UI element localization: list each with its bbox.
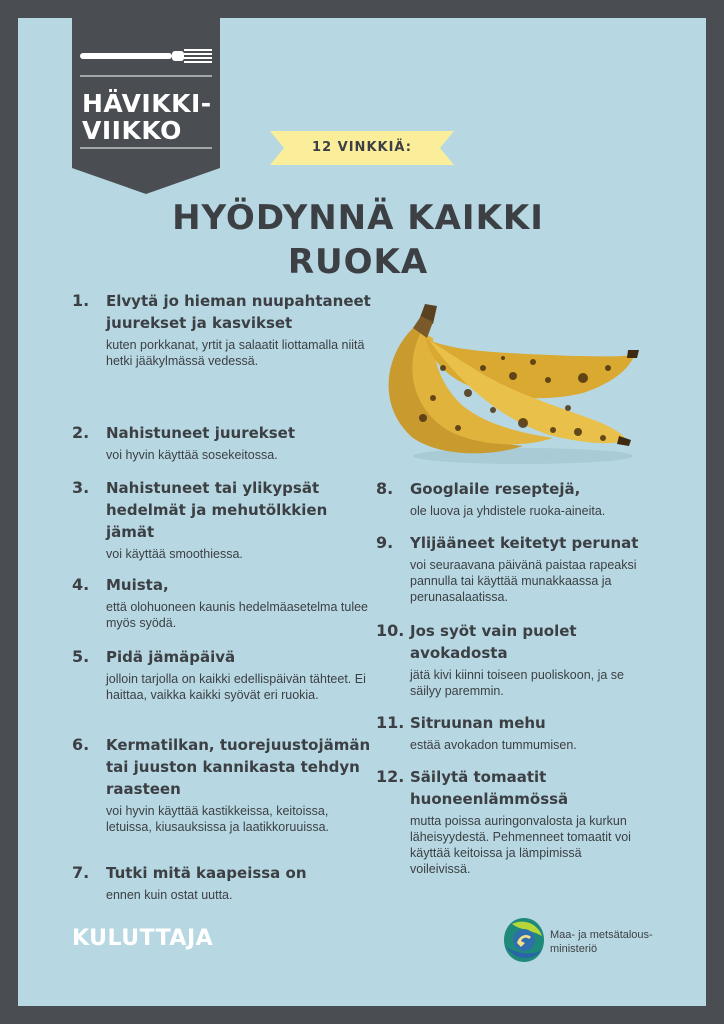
- tip-11: [376, 712, 648, 753]
- tip-title: Jos syöt vain puolet avokadosta: [410, 622, 577, 662]
- tip-2: [72, 422, 372, 463]
- tip-12: [376, 766, 636, 877]
- tip-5: [72, 646, 372, 703]
- tip-number: 4.: [72, 575, 90, 594]
- tip-description: kuten porkkanat, yrtit ja salaatit liottamalla niitä hetki jääkylmässä vedessä.: [106, 338, 365, 368]
- tip-description: mutta poissa auringonvalosta ja kurkun läheisyydestä. Pehmenneet tomaatit voi käyttää keitoissa ja lämpimissä voileivissä.: [410, 814, 631, 876]
- fork-icon: [80, 46, 212, 66]
- tip-number: 12.: [376, 767, 405, 786]
- tip-description: ole luova ja yhdistele ruoka-aineita.: [410, 504, 606, 518]
- page-headline: [118, 196, 598, 284]
- tip-3: [72, 477, 332, 562]
- tip-number: 1.: [72, 291, 90, 310]
- tip-title: Nahistuneet juurekset: [106, 424, 296, 442]
- tip-number: 6.: [72, 735, 90, 754]
- havikkiviikko-badge: [72, 18, 220, 194]
- tip-description: ennen kuin ostat uutta.: [106, 888, 233, 902]
- tips-count-ribbon: [270, 131, 454, 165]
- tip-1: [72, 290, 372, 369]
- tip-title: Ylijääneet keitetyt perunat: [410, 534, 639, 552]
- tip-7: [72, 862, 372, 903]
- tip-number: 7.: [72, 863, 90, 882]
- tip-title: Säilytä tomaatit huoneenlämmössä: [410, 768, 569, 808]
- tip-number: 11.: [376, 713, 405, 732]
- tip-number: 3.: [72, 478, 90, 497]
- tip-6: [72, 734, 372, 835]
- tip-8: [376, 478, 676, 519]
- badge-title: HÄVIKKI- VIIKKO: [82, 89, 212, 145]
- tip-title: Kermatilkan, tuorejuustojämän tai juuston kannikasta tehdyn raasteen: [106, 736, 371, 798]
- poster: [18, 18, 706, 1006]
- ministry-lion-logo-icon: [502, 916, 546, 964]
- tip-number: 10.: [376, 621, 405, 640]
- tip-number: 5.: [72, 647, 90, 666]
- tip-description: voi hyvin käyttää sosekeitossa.: [106, 448, 278, 462]
- tip-4: [72, 574, 372, 631]
- tip-title: Muista,: [106, 576, 169, 594]
- tip-number: 9.: [376, 533, 394, 552]
- tip-9: [376, 532, 648, 605]
- tip-description: voi hyvin käyttää kastikkeissa, keitoissa, letuissa, kiusauksissa ja laatikkoruuissa.: [106, 804, 330, 834]
- tip-title: Googlaile reseptejä,: [410, 480, 581, 498]
- ribbon-text: 12 VINKKIÄ:: [312, 140, 412, 155]
- kuluttaja-logo: KULUTTAJA: [72, 926, 214, 951]
- tip-number: 8.: [376, 479, 394, 498]
- tip-title: Tutki mitä kaapeissa on: [106, 864, 307, 882]
- ministry-name: Maa- ja metsätalous- ministeriö: [550, 929, 653, 955]
- tip-title: Sitruunan mehu: [410, 714, 546, 732]
- tip-10: [376, 620, 648, 699]
- tip-description: voi seuraavana päivänä paistaa rapeaksi pannulla tai käyttää munakkaassa ja perunasalaatissa.: [410, 558, 637, 604]
- banana-image: [373, 298, 643, 468]
- headline-line-2: RUOKA: [287, 242, 429, 282]
- tip-title: Elvytä jo hieman nuupahtaneet juurekset ja kasvikset: [106, 292, 371, 332]
- tip-description: voi käyttää smoothiessa.: [106, 547, 243, 561]
- headline-line-1: HYÖDYNNÄ KAIKKI: [172, 198, 544, 238]
- tip-title: Pidä jämäpäivä: [106, 648, 236, 666]
- tip-title: Nahistuneet tai ylikypsät hedelmät ja mehutölkkien jämät: [106, 479, 328, 541]
- tip-description: jätä kivi kiinni toiseen puoliskoon, ja se säilyy paremmin.: [410, 668, 625, 698]
- tip-number: 2.: [72, 423, 90, 442]
- tip-description: jolloin tarjolla on kaikki edellispäivän tähteet. Ei haittaa, vaikka kaikki syövät eri ruokia.: [106, 672, 366, 702]
- tip-description: estää avokadon tummumisen.: [410, 738, 577, 752]
- tip-description: että olohuoneen kaunis hedelmäasetelma tulee myös syödä.: [106, 600, 368, 630]
